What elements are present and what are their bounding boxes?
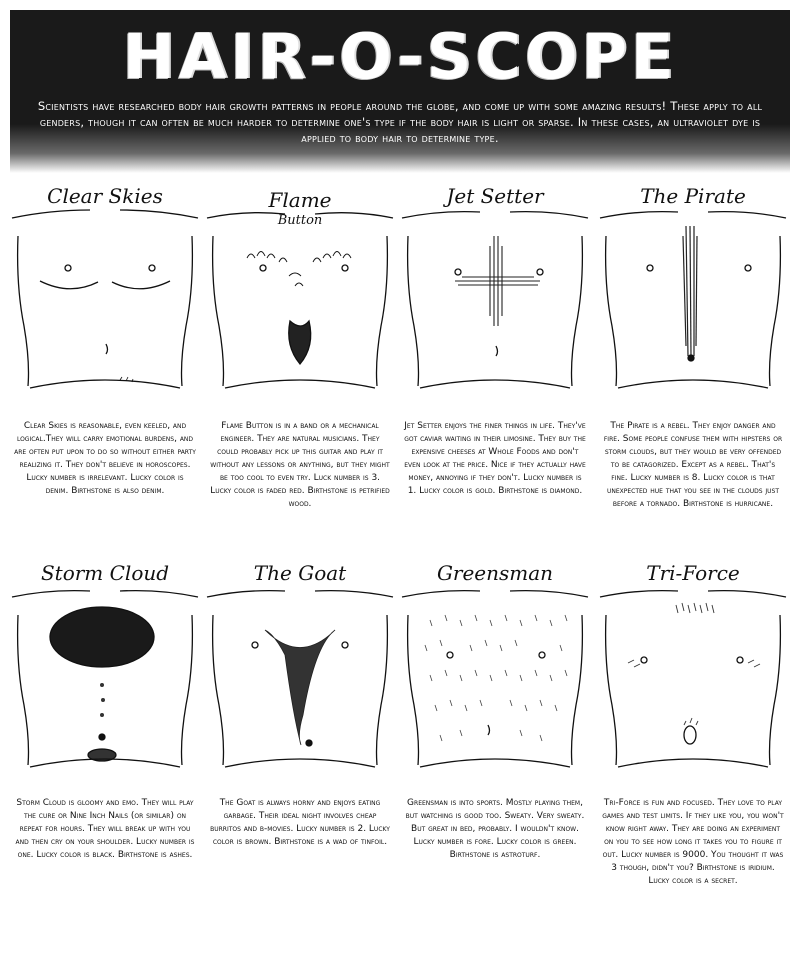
torso-illustration — [205, 575, 395, 775]
type-description: The Goat is always horny and enjoys eating garbage. Their ideal night involves cheap burritos and b-movies. Lucky number is 2. Lucky color is brown. Birthstone is a wad of tinfoil. — [210, 798, 390, 847]
type-description: Tri-Force is fun and focused. They love to play games and test limits. If they like you, you won't know right away. They are doing an experiment on you to see how long it takes you to figure it out. Lucky number is 9000. You thought it was 3 though, didn't you? Birthstone is iridium. Lucky color is a secret. — [602, 798, 784, 886]
type-panel-storm-cloud — [10, 555, 200, 965]
type-name: Flame — [268, 188, 332, 212]
intro-text: Scientists have researched body hair growth patterns in people around the globe, and come up with some amazing results! These apply to all genders, though it can often be much harder to determine one's type if the body hair is light or sparse. In these cases, an ultraviolet dye is applied to body hair to determine type. — [37, 99, 763, 145]
type-description: Clear Skies is reasonable, even keeled, and logical.They will carry emotional burdens, and are often put upon to do so without either party realizing it. They don't believe in horoscopes. Lucky number is irrelevant. Lucky color is denim. Birthstone is also denim. — [14, 421, 196, 496]
type-panel-greensman — [400, 555, 590, 965]
type-name: The Goat — [253, 561, 347, 585]
torso-illustration — [598, 196, 788, 396]
type-name: Jet Setter — [446, 184, 544, 208]
type-name: Greensman — [436, 561, 554, 585]
torso-illustration — [10, 196, 200, 396]
type-description: The Pirate is a rebel. They enjoy danger and fire. Some people confuse them with hipsters or storm clouds, but they would be very offended to be catagorized. Except as a rebel. That's fine. Lucky number is 8. Lucky color is that unexpected hue that you see in the clouds just before a tornado. Birthstone is hurricane. — [603, 421, 783, 509]
type-panel-the-pirate — [598, 178, 788, 568]
type-description: Jet Setter enjoys the finer things in life. They've got caviar waiting in their limosine. They buy the expensive cheeses at Whole Foods and don't even look at the price. Nice if they actually have money, annoying if they don't. Lucky number is 1. Lucky color is gold. Birthstone is diamond. — [404, 421, 586, 496]
type-panel-tri-force — [598, 555, 788, 965]
type-panel-the-goat — [205, 555, 395, 965]
header-banner — [10, 10, 790, 173]
torso-illustration — [10, 575, 200, 775]
type-name: Storm Cloud — [40, 561, 170, 585]
type-description: Storm Cloud is gloomy and emo. They will play the cure or Nine Inch Nails (or similar) on repeat for hours. They will break up with you and then cry on your shoulder. Lucky number is one. Lucky color is black. Birthstone is ashes. — [15, 798, 195, 860]
type-description: Greensman is into sports. Mostly playing them, but watching is good too. Sweaty. Very sweaty. But great in bed, probably. I wouldn't know. Lucky number is fore. Lucky color is green. Birthstone is astroturf. — [405, 798, 585, 860]
type-panel-jet-setter — [400, 178, 590, 568]
torso-illustration — [205, 196, 395, 396]
type-description: Flame Button is in a band or a mechanical engineer. They are natural musicians. They could probably pick up this guitar and play it without any lessons or anything, but they might be too cool to even try. Luck number is 3. Lucky color is faded red. Birthstone is petrified wood. — [210, 421, 390, 509]
type-name: Tri-Force — [646, 561, 740, 585]
type-name: The Pirate — [640, 184, 746, 208]
torso-illustration — [400, 196, 590, 396]
torso-illustration — [400, 575, 590, 775]
type-name-sub: Button — [277, 213, 323, 228]
type-name: Clear Skies — [47, 184, 163, 208]
page-title: HAIR-O-SCOPE — [122, 20, 678, 93]
type-panel-flame-button — [205, 178, 395, 568]
type-panel-clear-skies — [10, 178, 200, 568]
torso-illustration — [598, 575, 788, 775]
